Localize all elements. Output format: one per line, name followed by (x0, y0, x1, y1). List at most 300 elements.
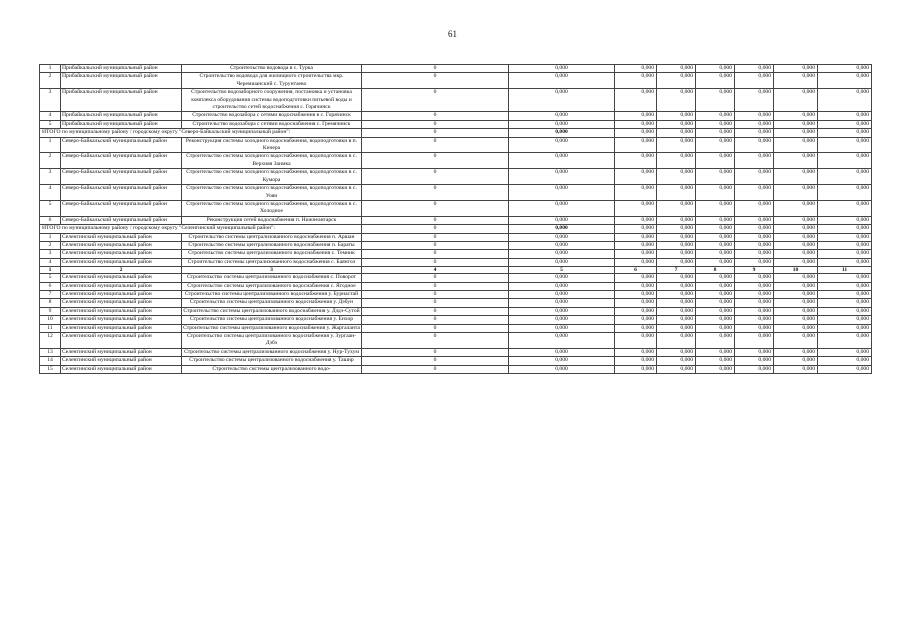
value-cell: 0 (362, 153, 509, 169)
value-cell: 0,000 (615, 233, 657, 241)
value-cell: 0 (362, 89, 509, 112)
municipality-cell: Селенгинский муниципальный район (61, 274, 182, 282)
row-number: 1 (40, 233, 61, 241)
municipality-cell: Прибайкальский муниципальный район (61, 73, 182, 89)
column-number: 2 (61, 267, 182, 274)
municipality-cell: Прибайкальский муниципальный район (61, 89, 182, 112)
value-cell: 0,000 (509, 153, 615, 169)
value-cell: 0,000 (774, 357, 818, 365)
value-cell: 0,000 (696, 65, 735, 73)
value-cell: 0,000 (774, 316, 818, 324)
value-cell: 0,000 (774, 65, 818, 73)
table-row (40, 169, 872, 185)
value-cell: 0,000 (774, 274, 818, 282)
object-cell: Строительство водовода для жилищного строительства мкр. Черемшанский с. Турунтаево (182, 73, 362, 89)
value-cell: 0,000 (509, 282, 615, 290)
municipality-cell: Селенгинский муниципальный район (61, 282, 182, 290)
row-number: 6 (40, 282, 61, 290)
value-cell: 0 (362, 250, 509, 258)
column-number: 5 (509, 267, 615, 274)
table-row (40, 73, 872, 89)
value-cell: 0,000 (615, 357, 657, 365)
object-cell: Строительство системы централизованного водоснабжения у. Жаргаланта (183, 324, 360, 331)
value-cell: 0,000 (657, 169, 696, 185)
value-cell: 0,000 (774, 216, 818, 224)
value-cell: 0,000 (696, 200, 735, 216)
value-cell: 0 (362, 299, 509, 307)
value-cell: 0,000 (615, 73, 657, 89)
row-number: 2 (40, 153, 61, 169)
value-cell: 0,000 (774, 89, 818, 112)
table-row (40, 333, 872, 349)
value-cell: 0,000 (615, 112, 657, 120)
value-cell: 0,000 (509, 185, 615, 201)
value-cell: 0,000 (509, 112, 615, 120)
value-cell: 0,000 (818, 274, 872, 282)
value-cell: 0,000 (774, 185, 818, 201)
municipality-cell: Селенгинский муниципальный район (61, 250, 182, 258)
value-cell: 0,000 (774, 307, 818, 315)
table-row (40, 290, 872, 298)
value-cell: 0,000 (735, 137, 774, 153)
page-number: 61 (448, 29, 457, 39)
value-cell: 0 (362, 129, 509, 137)
value-cell: 0,000 (774, 73, 818, 89)
value-cell: 0,000 (509, 299, 615, 307)
table-row (40, 120, 872, 128)
value-cell: 0,000 (774, 153, 818, 169)
value-cell: 0,000 (735, 324, 774, 332)
value-cell: 0,000 (509, 307, 615, 315)
value-cell: 0,000 (696, 333, 735, 349)
column-number: 4 (362, 267, 509, 274)
value-cell: 0 (362, 282, 509, 290)
value-cell: 0,000 (509, 233, 615, 241)
value-cell: 0,000 (696, 169, 735, 185)
value-cell: 0 (362, 169, 509, 185)
object-cell: Строительство системы холодного водоснабжения, водоподготовки в с. Кумора (182, 169, 362, 185)
value-cell: 0,000 (615, 137, 657, 153)
value-cell: 0,000 (774, 137, 818, 153)
value-cell: 0,000 (615, 65, 657, 73)
table-row (40, 282, 872, 290)
value-cell: 0,000 (818, 365, 872, 373)
value-cell: 0,000 (657, 73, 696, 89)
value-cell: 0,000 (818, 316, 872, 324)
municipality-cell: Селенгинский муниципальный район (61, 299, 182, 307)
value-cell: 0,000 (696, 216, 735, 224)
row-number: 5 (40, 200, 61, 216)
value-cell: 0,000 (818, 89, 872, 112)
value-cell: 0,000 (696, 250, 735, 258)
value-cell: 0,000 (657, 225, 696, 233)
row-number: 4 (40, 258, 61, 266)
value-cell: 0,000 (615, 348, 657, 356)
value-cell: 0,000 (774, 169, 818, 185)
row-number: 5 (40, 120, 61, 128)
value-cell: 0,000 (657, 129, 696, 137)
value-cell: 0,000 (509, 348, 615, 356)
value-cell: 0,000 (615, 153, 657, 169)
row-number: 2 (40, 73, 61, 89)
municipality-cell: Селенгинский муниципальный район (61, 316, 182, 324)
row-number: 5 (40, 274, 61, 282)
value-cell: 0,000 (774, 129, 818, 137)
object-cell: Строительство водовода в с. Турка (182, 65, 362, 73)
municipality-cell: Селенгинский муниципальный район (61, 233, 182, 241)
object-cell: Строительство системы централизованного водоснабжения с. Ягодное (182, 282, 362, 290)
row-number: 2 (40, 241, 61, 249)
column-number: 1 (40, 267, 61, 274)
object-cell: Строительство системы централизованного водоснабжения с. Поворот (182, 274, 362, 282)
value-cell: 0,000 (735, 169, 774, 185)
value-cell: 0,000 (696, 137, 735, 153)
table-body (40, 65, 872, 374)
value-cell: 0 (362, 233, 509, 241)
value-cell: 0,000 (657, 316, 696, 324)
value-cell: 0,000 (818, 324, 872, 332)
value-cell: 0 (362, 120, 509, 128)
value-cell: 0,000 (818, 73, 872, 89)
value-cell: 0,000 (735, 129, 774, 137)
value-cell: 0,000 (509, 89, 615, 112)
value-cell: 0 (362, 290, 509, 298)
table-row (40, 112, 872, 120)
municipality-cell: Селенгинский муниципальный район (61, 357, 182, 365)
value-cell: 0,000 (735, 225, 774, 233)
value-cell: 0,000 (735, 282, 774, 290)
value-cell: 0,000 (735, 250, 774, 258)
value-cell: 0,000 (615, 333, 657, 349)
object-cell: Строительство системы централизованного водоснабжения у. Енхор (182, 316, 362, 324)
municipality-cell: Северо-Байкальский муниципальный район (61, 169, 182, 185)
value-cell: 0,000 (818, 120, 872, 128)
value-cell: 0,000 (818, 233, 872, 241)
value-cell: 0,000 (735, 120, 774, 128)
value-cell: 0,000 (735, 216, 774, 224)
value-cell: 0,000 (774, 258, 818, 266)
value-cell: 0,000 (696, 112, 735, 120)
value-cell: 0,000 (818, 200, 872, 216)
value-cell: 0,000 (774, 250, 818, 258)
value-cell: 0,000 (657, 282, 696, 290)
table-row (40, 137, 872, 153)
value-cell: 0,000 (657, 89, 696, 112)
value-cell: 0,000 (696, 185, 735, 201)
value-cell: 0,000 (657, 290, 696, 298)
value-cell: 0,000 (774, 324, 818, 332)
value-cell: 0 (362, 65, 509, 73)
total-label: ИТОГО по муниципальному району / городскому округу "Северо-Байкальский муниципальный район": (40, 129, 362, 137)
table-row (40, 185, 872, 201)
value-cell: 0,000 (657, 324, 696, 332)
value-cell: 0,000 (818, 169, 872, 185)
value-cell: 0,000 (696, 365, 735, 373)
value-cell: 0,000 (509, 225, 615, 233)
value-cell: 0,000 (509, 137, 615, 153)
value-cell: 0 (362, 365, 509, 373)
value-cell: 0,000 (735, 365, 774, 373)
table-row (40, 153, 872, 169)
table-row (40, 324, 872, 332)
municipality-cell: Селенгинский муниципальный район (61, 241, 182, 249)
value-cell: 0,000 (696, 233, 735, 241)
municipality-cell: Северо-Байкальский муниципальный район (61, 216, 182, 224)
object-cell: Строительство системы централизованного водоснабжения с. Темник (182, 250, 362, 258)
value-cell: 0,000 (696, 348, 735, 356)
value-cell: 0,000 (696, 241, 735, 249)
value-cell: 0,000 (509, 200, 615, 216)
row-number: 15 (40, 365, 61, 373)
value-cell: 0,000 (818, 65, 872, 73)
row-number: 13 (40, 348, 61, 356)
column-number: 6 (615, 267, 657, 274)
value-cell: 0,000 (615, 274, 657, 282)
object-cell: Строительство системы централизованного водоснабжения у. Ташир (182, 357, 362, 365)
value-cell: 0,000 (774, 348, 818, 356)
value-cell: 0,000 (615, 225, 657, 233)
table-row (40, 365, 872, 373)
value-cell: 0,000 (696, 357, 735, 365)
value-cell: 0,000 (657, 365, 696, 373)
value-cell: 0,000 (615, 216, 657, 224)
value-cell: 0,000 (774, 120, 818, 128)
value-cell: 0,000 (735, 307, 774, 315)
value-cell: 0,000 (509, 241, 615, 249)
value-cell: 0,000 (735, 89, 774, 112)
value-cell: 0,000 (657, 307, 696, 315)
value-cell: 0 (362, 316, 509, 324)
value-cell: 0,000 (818, 216, 872, 224)
row-number: 6 (40, 216, 61, 224)
object-cell: Строительство системы централизованного водоснабжения у. Бурнастай (182, 290, 362, 298)
row-number: 12 (40, 333, 61, 349)
value-cell: 0,000 (735, 200, 774, 216)
object-cell: Реконструкция системы холодного водоснабжения, водоподготовки в п. Кичера (182, 137, 362, 153)
value-cell: 0 (362, 307, 509, 315)
value-cell: 0,000 (509, 169, 615, 185)
value-cell: 0,000 (818, 241, 872, 249)
table-row (40, 200, 872, 216)
municipality-cell: Северо-Байкальский муниципальный район (61, 200, 182, 216)
table-row (40, 233, 872, 241)
value-cell: 0,000 (615, 169, 657, 185)
column-number: 10 (774, 267, 818, 274)
value-cell: 0,000 (735, 233, 774, 241)
value-cell: 0,000 (509, 73, 615, 89)
value-cell: 0,000 (774, 112, 818, 120)
value-cell: 0,000 (818, 307, 872, 315)
value-cell: 0,000 (774, 333, 818, 349)
table-row (40, 258, 872, 266)
value-cell: 0,000 (818, 129, 872, 137)
value-cell: 0 (362, 241, 509, 249)
municipality-cell: Селенгинский муниципальный район (61, 307, 182, 315)
table-row (40, 299, 872, 307)
row-number: 4 (40, 185, 61, 201)
value-cell: 0,000 (774, 241, 818, 249)
column-number-row (40, 267, 872, 274)
table-row (40, 65, 872, 73)
row-number: 3 (40, 89, 61, 112)
value-cell: 0,000 (696, 324, 735, 332)
value-cell: 0,000 (818, 282, 872, 290)
row-number: 3 (40, 250, 61, 258)
value-cell: 0,000 (615, 89, 657, 112)
row-number: 9 (40, 307, 61, 315)
value-cell: 0,000 (509, 290, 615, 298)
value-cell: 0,000 (615, 129, 657, 137)
table-row (40, 357, 872, 365)
value-cell: 0 (362, 258, 509, 266)
value-cell: 0,000 (509, 258, 615, 266)
value-cell: 0,000 (818, 250, 872, 258)
object-cell: Строительство системы централизованного водо- (182, 365, 362, 373)
municipality-cell: Селенгинский муниципальный район (61, 290, 182, 298)
municipality-cell: Северо-Байкальский муниципальный район (61, 153, 182, 169)
row-number: 1 (40, 65, 61, 73)
value-cell: 0 (362, 185, 509, 201)
column-number: 7 (657, 267, 696, 274)
value-cell: 0,000 (818, 333, 872, 349)
table-row (40, 241, 872, 249)
value-cell: 0,000 (696, 258, 735, 266)
value-cell: 0,000 (735, 274, 774, 282)
value-cell: 0,000 (615, 290, 657, 298)
table-row (40, 316, 872, 324)
value-cell: 0,000 (615, 307, 657, 315)
value-cell: 0,000 (657, 357, 696, 365)
value-cell: 0,000 (818, 153, 872, 169)
object-cell: Строительство системы централизованного водоснабжения у. Нур-Тухум (182, 348, 362, 356)
value-cell: 0,000 (696, 129, 735, 137)
value-cell: 0,000 (774, 290, 818, 298)
table-row (40, 307, 872, 315)
object-cell: Строительство водозабора с сетями водоснабжения с. Гремячинск (182, 120, 362, 128)
row-number: 14 (40, 357, 61, 365)
value-cell: 0,000 (735, 290, 774, 298)
column-number: 11 (818, 267, 872, 274)
object-cell: Строительство системы централизованного водоснабжения с. Баянгол (182, 258, 362, 266)
column-number: 3 (182, 267, 362, 274)
municipality-cell: Селенгинский муниципальный район (61, 365, 182, 373)
value-cell: 0 (362, 216, 509, 224)
value-cell: 0,000 (615, 324, 657, 332)
value-cell: 0,000 (735, 258, 774, 266)
object-cell: Строительство системы холодного водоснабжения, водоподготовки в с. Холодное (182, 200, 362, 216)
value-cell: 0 (362, 73, 509, 89)
value-cell: 0,000 (696, 153, 735, 169)
value-cell: 0,000 (818, 185, 872, 201)
value-cell: 0,000 (818, 299, 872, 307)
value-cell: 0,000 (696, 316, 735, 324)
value-cell: 0,000 (509, 324, 615, 332)
value-cell: 0,000 (735, 65, 774, 73)
value-cell: 0,000 (818, 348, 872, 356)
value-cell: 0,000 (657, 241, 696, 249)
value-cell: 0,000 (735, 357, 774, 365)
value-cell: 0 (362, 348, 509, 356)
column-number: 8 (696, 267, 735, 274)
value-cell: 0 (362, 324, 509, 332)
value-cell: 0 (362, 137, 509, 153)
value-cell: 0,000 (615, 282, 657, 290)
municipality-cell: Прибайкальский муниципальный район (61, 65, 182, 73)
value-cell: 0,000 (735, 185, 774, 201)
value-cell: 0,000 (696, 282, 735, 290)
value-cell: 0,000 (657, 65, 696, 73)
municipality-cell: Прибайкальский муниципальный район (61, 112, 182, 120)
value-cell: 0,000 (735, 153, 774, 169)
total-row (40, 129, 872, 137)
value-cell: 0,000 (657, 137, 696, 153)
value-cell: 0,000 (735, 299, 774, 307)
value-cell: 0,000 (509, 129, 615, 137)
value-cell: 0,000 (657, 112, 696, 120)
value-cell: 0,000 (735, 73, 774, 89)
municipality-cell: Прибайкальский муниципальный район (61, 120, 182, 128)
total-label: ИТОГО по муниципальному району / городскому округу "Селенгинский муниципальный район": (40, 225, 362, 233)
investment-table (39, 64, 872, 374)
row-number: 8 (40, 299, 61, 307)
value-cell: 0,000 (615, 120, 657, 128)
value-cell: 0,000 (696, 274, 735, 282)
value-cell: 0,000 (657, 233, 696, 241)
value-cell: 0,000 (735, 316, 774, 324)
table-row (40, 250, 872, 258)
municipality-cell: Селенгинский муниципальный район (61, 348, 182, 356)
value-cell: 0,000 (657, 153, 696, 169)
value-cell: 0,000 (615, 185, 657, 201)
value-cell: 0,000 (818, 357, 872, 365)
value-cell: 0,000 (509, 250, 615, 258)
value-cell: 0 (362, 333, 509, 349)
value-cell: 0,000 (509, 274, 615, 282)
value-cell: 0,000 (696, 307, 735, 315)
value-cell: 0,000 (509, 365, 615, 373)
value-cell: 0,000 (735, 241, 774, 249)
row-number: 4 (40, 112, 61, 120)
value-cell: 0 (362, 357, 509, 365)
value-cell: 0,000 (818, 137, 872, 153)
row-number: 3 (40, 169, 61, 185)
value-cell: 0,000 (774, 365, 818, 373)
table-row (40, 89, 872, 112)
value-cell: 0,000 (696, 120, 735, 128)
value-cell: 0,000 (818, 225, 872, 233)
value-cell: 0,000 (696, 299, 735, 307)
value-cell: 0,000 (774, 225, 818, 233)
municipality-cell: Северо-Байкальский муниципальный район (61, 185, 182, 201)
value-cell: 0,000 (818, 258, 872, 266)
value-cell: 0,000 (509, 333, 615, 349)
row-number: 10 (40, 316, 61, 324)
object-cell: Строительство водозабора с сетями водоснабжения в с. Горячинск (182, 112, 362, 120)
object-cell: Строительство системы централизованного водоснабжения у. Дэдэ-Сутой (183, 307, 360, 314)
object-cell: Строительство системы централизованного водоснабжения у. Зургаан-Дэбэ (182, 333, 362, 349)
value-cell: 0,000 (735, 112, 774, 120)
object-cell: Строительство системы централизованного водоснабжения п. Бараты (182, 241, 362, 249)
value-cell: 0,000 (696, 73, 735, 89)
value-cell: 0,000 (615, 316, 657, 324)
municipality-cell: Селенгинский муниципальный район (61, 324, 182, 332)
value-cell: 0 (362, 200, 509, 216)
value-cell: 0,000 (657, 333, 696, 349)
row-number: 11 (40, 324, 61, 332)
value-cell: 0,000 (818, 290, 872, 298)
object-cell: Реконструкция сетей водоснабжения п. Нижнеангарск (182, 216, 362, 224)
value-cell: 0,000 (774, 299, 818, 307)
